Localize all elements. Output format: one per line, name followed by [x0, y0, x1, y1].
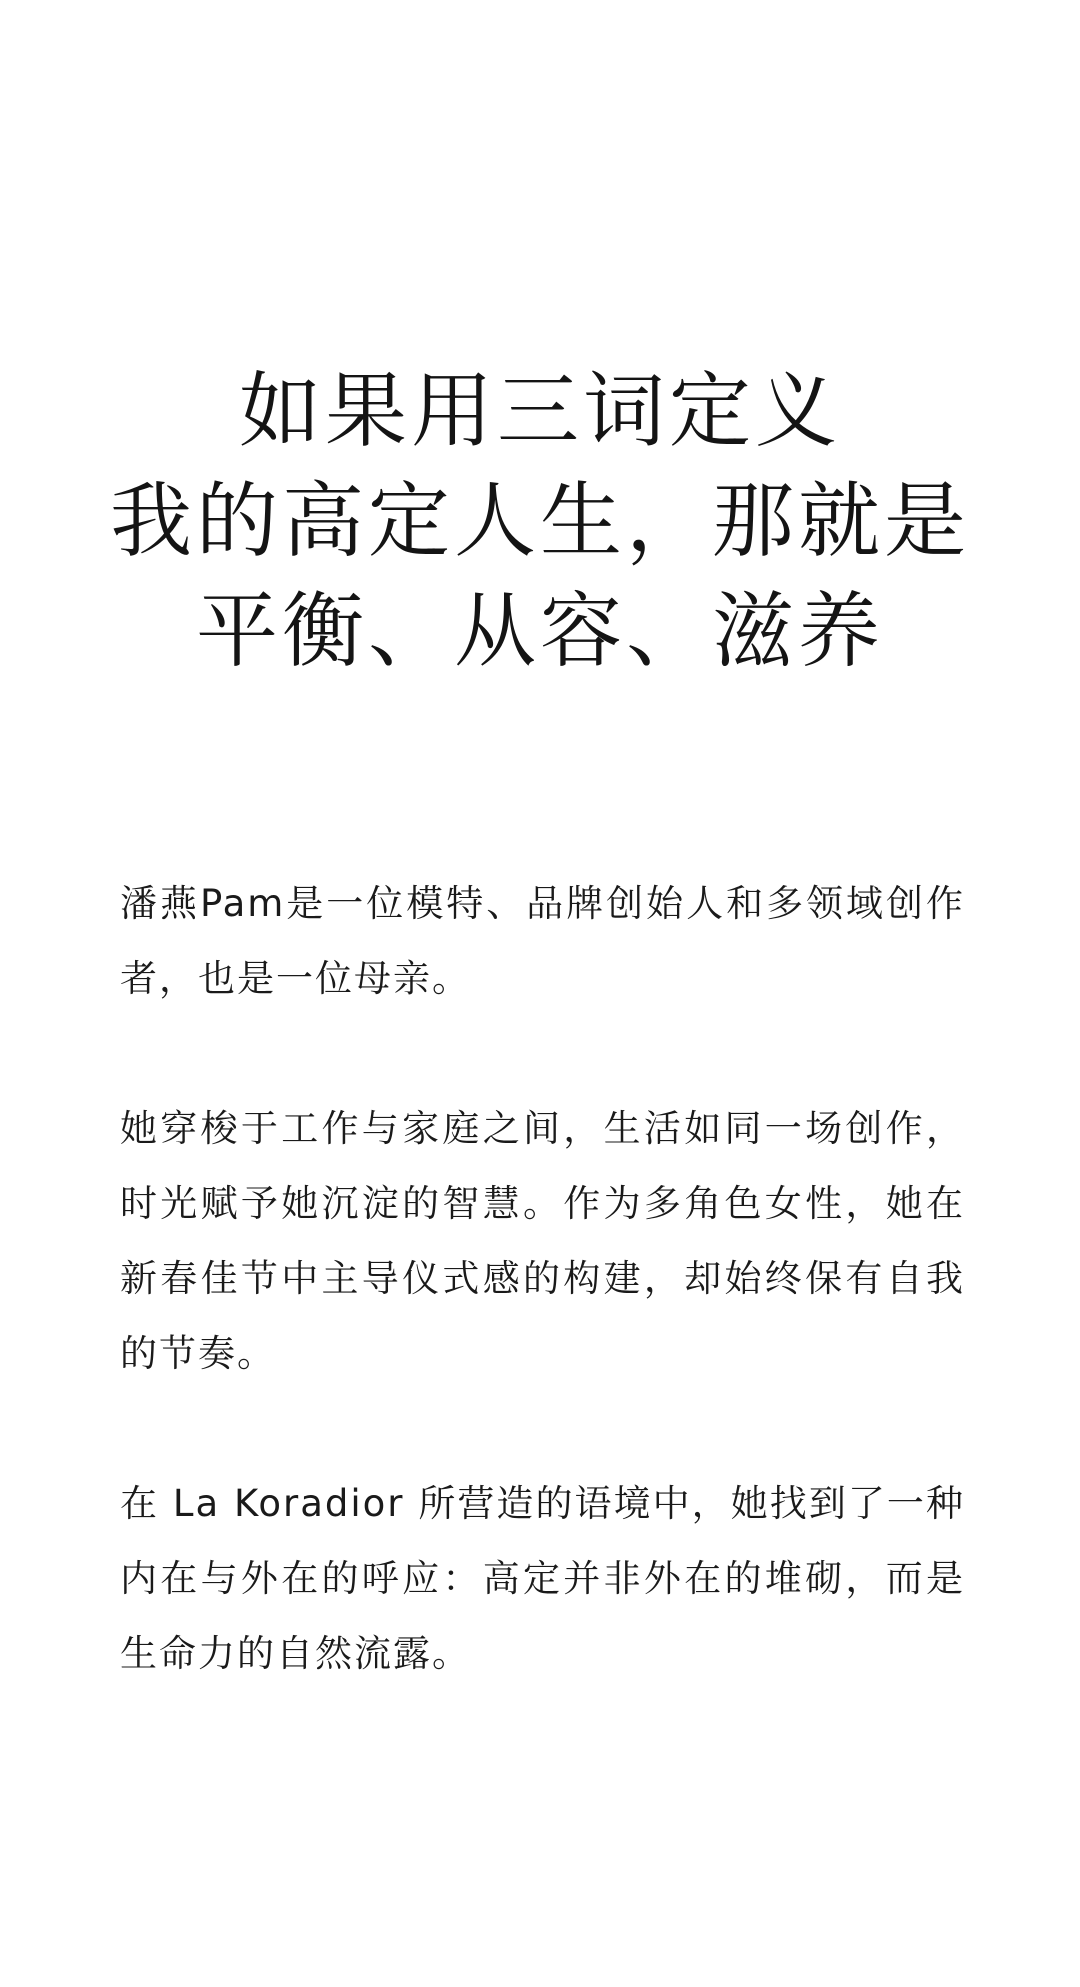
article-body [120, 866, 965, 1766]
headline-line-3: 平衡、从容、滋养 [195, 583, 884, 679]
paragraph-2: 她穿梭于工作与家庭之间，生活如同一场创作，时光赋予她沉淀的智慧。作为多角色女性，她在新春佳节中主导仪式感的构建，却始终保有自我的节奏。 [120, 1107, 965, 1375]
paragraph-3: 在 La Koradior 所营造的语境中，她找到了一种内在与外在的呼应：高定并非外在的堆砌，而是生命力的自然流露。 [120, 1482, 965, 1675]
headline [0, 357, 1080, 687]
headline-line-1: 如果用三词定义 [238, 363, 841, 459]
headline-line-2: 我的高定人生，那就是 [109, 473, 970, 569]
paragraph-1: 潘燕Pam是一位模特、品牌创始人和多领域创作者，也是一位母亲。 [120, 882, 965, 1000]
